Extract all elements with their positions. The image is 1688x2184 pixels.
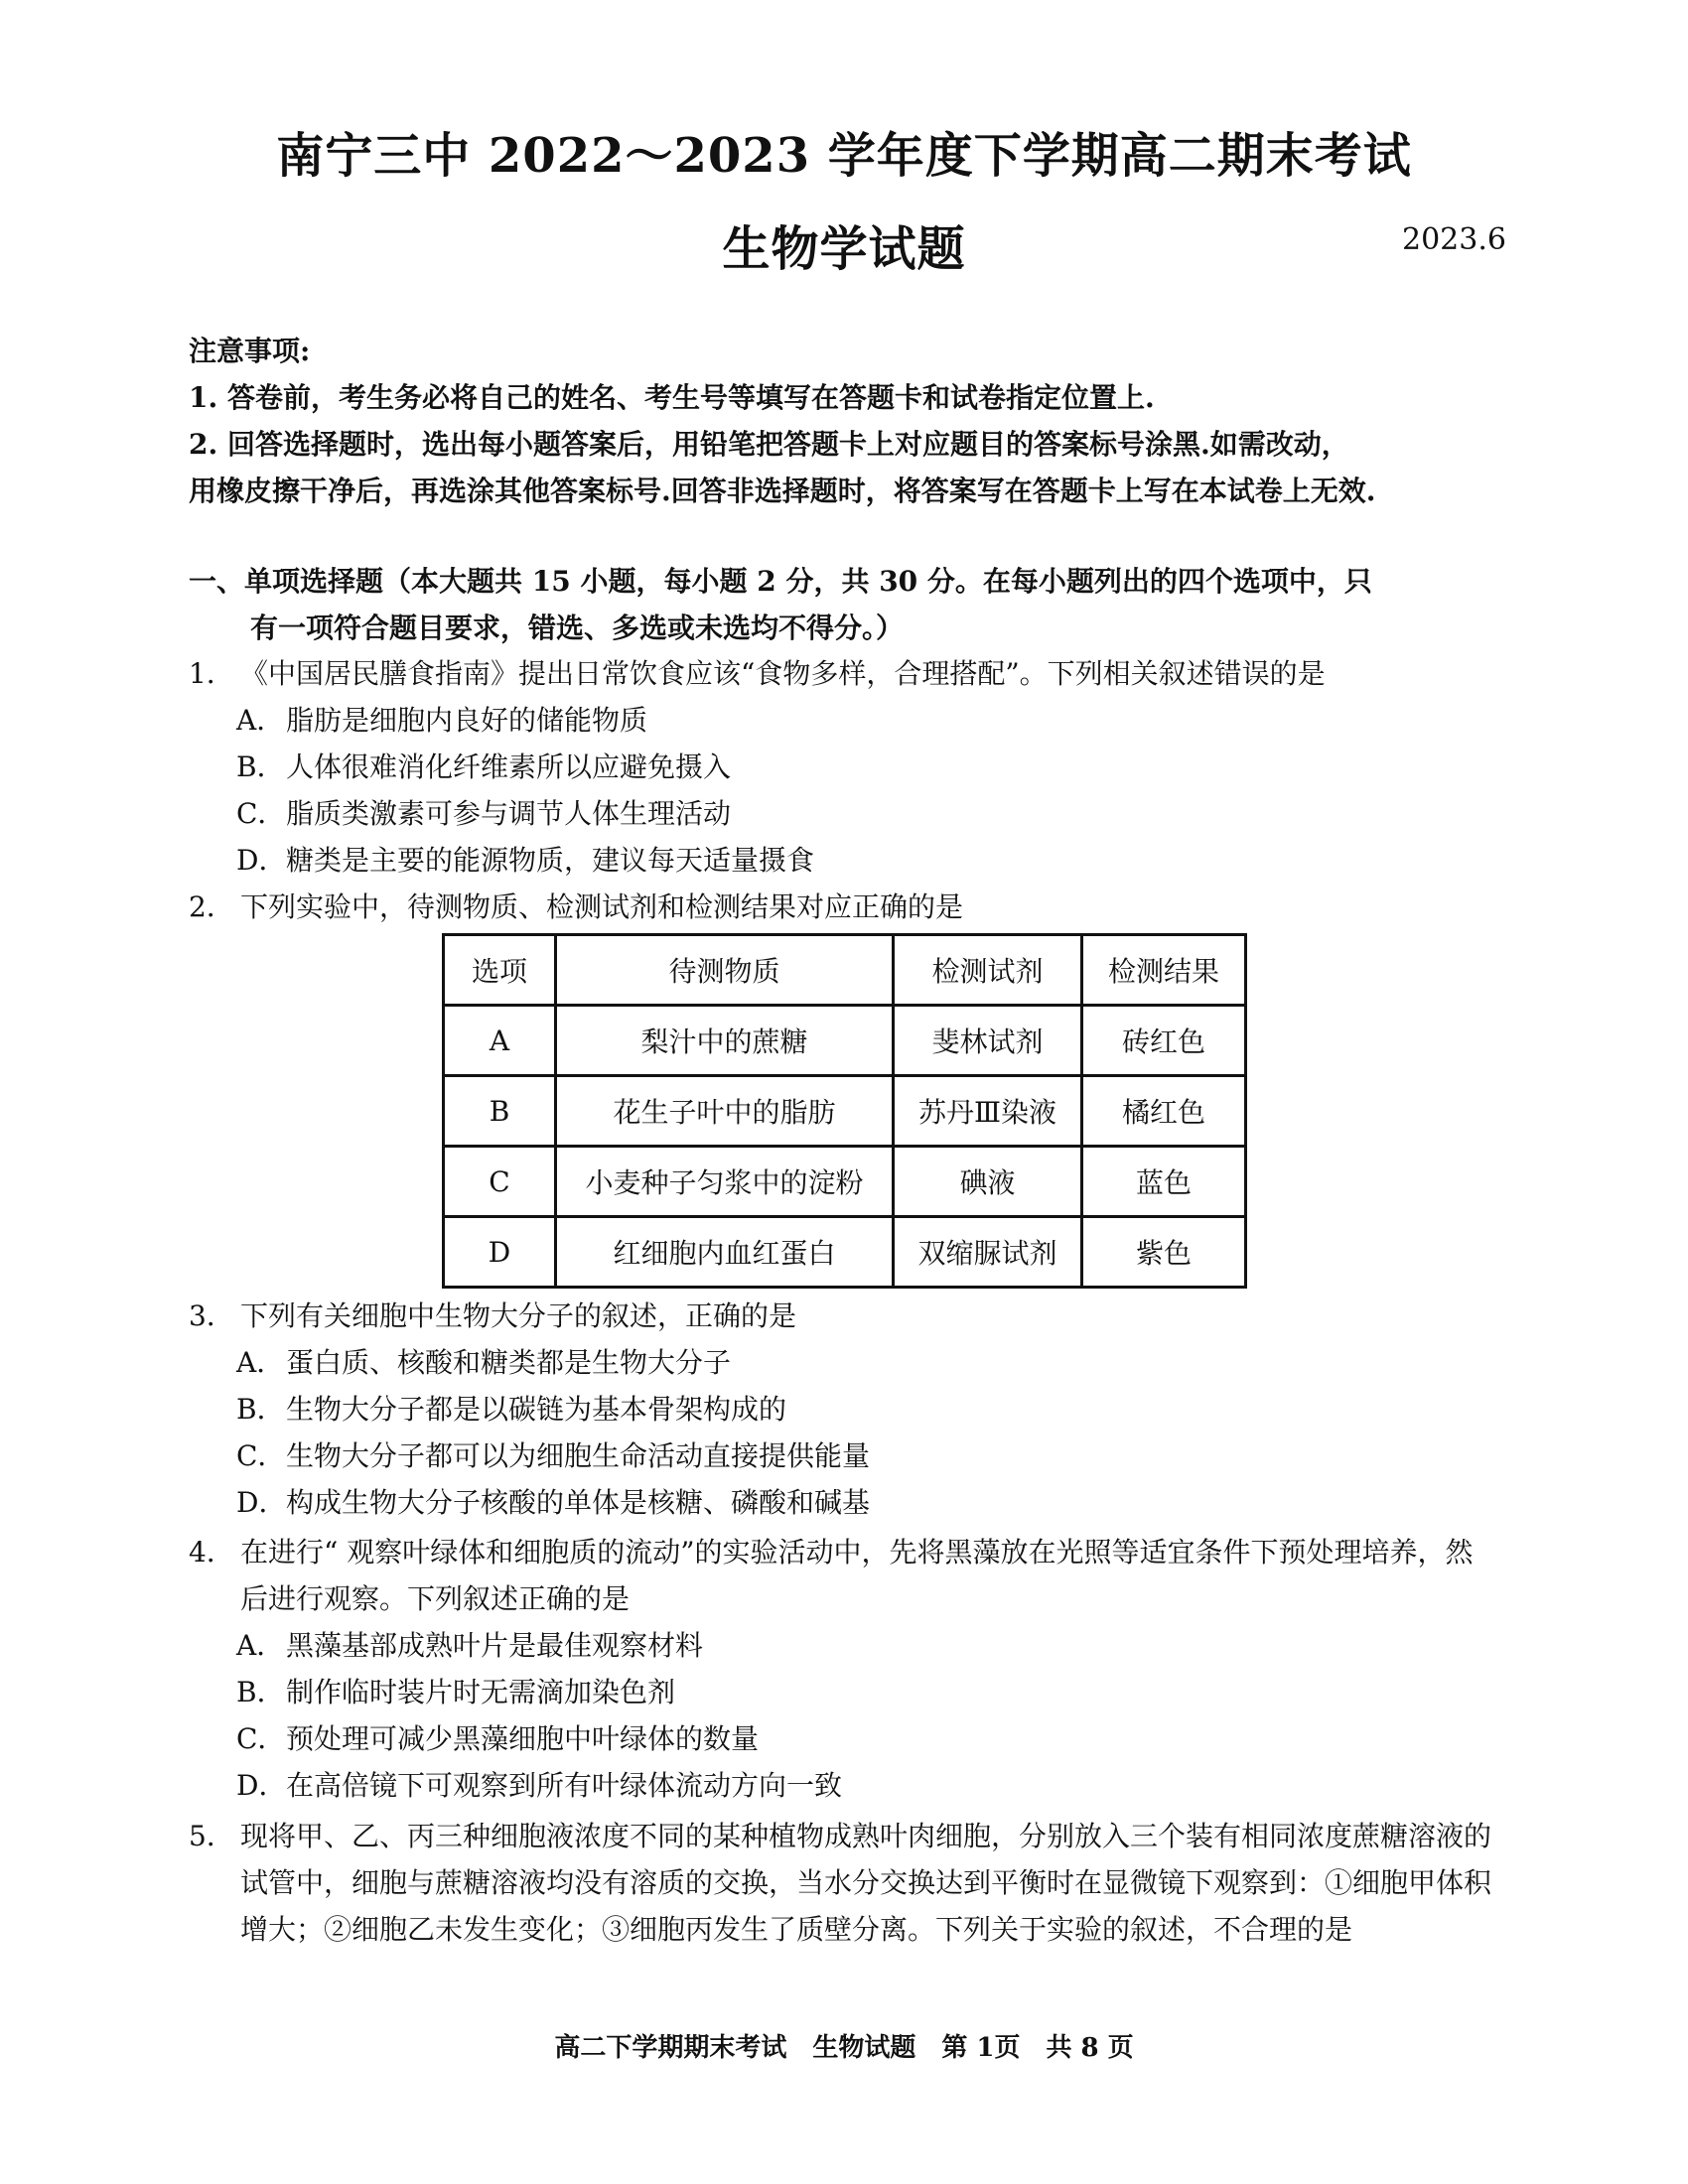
table-row <box>444 1076 1246 1147</box>
notes-item-3: 用橡皮擦干净后，再选涂其他答案标号.回答非选择题时，将答案写在答题卡上写在本试卷上无效. <box>189 475 1376 507</box>
table-cell: 砖红色 <box>1082 1006 1246 1076</box>
question-stem: 下列实验中，待测物质、检测试剂和检测结果对应正确的是 <box>240 890 964 923</box>
table-cell: 紫色 <box>1082 1217 1246 1288</box>
question-stem: 在进行“ 观察叶绿体和细胞质的流动”的实验活动中，先将黑藻放在光照等适宜条件下预处理培养，然后进行观察。下列叙述正确的是 <box>240 1536 1474 1615</box>
question-number: 5． <box>189 1820 234 1852</box>
table-row <box>444 1147 1246 1217</box>
question-4 <box>189 1529 1499 1809</box>
question-number: 2． <box>189 890 234 923</box>
table-cell: 蓝色 <box>1082 1147 1246 1217</box>
option-c: C．预处理可减少黑藻细胞中叶绿体的数量 <box>236 1722 760 1755</box>
table-row <box>444 1006 1246 1076</box>
question-number: 3． <box>189 1299 234 1332</box>
table-cell: 斐林试剂 <box>894 1006 1082 1076</box>
option-d: D．糖类是主要的能源物质，建议每天适量摄食 <box>236 844 815 877</box>
option-b: B．生物大分子都是以碳链为基本骨架构成的 <box>236 1393 787 1426</box>
table-cell: C <box>444 1147 556 1217</box>
option-a: A．蛋白质、核酸和糖类都是生物大分子 <box>236 1346 732 1379</box>
table-row <box>444 1217 1246 1288</box>
question-stem: 《中国居民膳食指南》提出日常饮食应该“食物多样，合理搭配”。下列相关叙述错误的是 <box>240 657 1326 690</box>
question-number: 4． <box>189 1536 234 1569</box>
table-cell: 花生子叶中的脂肪 <box>556 1076 894 1147</box>
table-cell: 苏丹Ⅲ染液 <box>894 1076 1082 1147</box>
table-header-row <box>444 935 1246 1006</box>
question-number: 1． <box>189 657 234 690</box>
table-header-cell: 检测试剂 <box>894 935 1082 1006</box>
table-cell: D <box>444 1217 556 1288</box>
exam-title: 南宁三中 2022～2023 学年度下学期高二期末考试 <box>276 128 1412 184</box>
question-stem: 下列有关细胞中生物大分子的叙述，正确的是 <box>240 1299 797 1332</box>
exam-subtitle: 生物学试题 <box>722 221 966 277</box>
table-cell: 梨汁中的蔗糖 <box>556 1006 894 1076</box>
section-heading <box>189 558 1499 651</box>
question-5 <box>189 1813 1499 1953</box>
page-footer: 高二下学期期末考试 生物试题 第 1页 共 8 页 <box>554 2033 1134 2063</box>
question-stem: 现将甲、乙、丙三种细胞液浓度不同的某种植物成熟叶肉细胞，分别放入三个装有相同浓度蔗糖溶液的试管中，细胞与蔗糖溶液均没有溶质的交换，当水分交换达到平衡时在显微镜下观察到：①细胞甲体积增大；②细胞乙未发生变化；③细胞丙发生了质壁分离。下列关于实验的叙述，不合理的是 <box>240 1820 1492 1946</box>
option-b: B．人体很难消化纤维素所以应避免摄入 <box>236 751 732 783</box>
option-d: D．构成生物大分子核酸的单体是核糖、磷酸和碱基 <box>236 1486 871 1519</box>
option-d: D．在高倍镜下可观察到所有叶绿体流动方向一致 <box>236 1769 843 1802</box>
table-cell: 双缩脲试剂 <box>894 1217 1082 1288</box>
table-cell: 橘红色 <box>1082 1076 1246 1147</box>
section-heading-line1: 一、单项选择题（本大题共 15 小题，每小题 2 分，共 30 分。在每小题列出的四个选项中，只 <box>189 565 1372 598</box>
table-cell: B <box>444 1076 556 1147</box>
reagent-table <box>442 933 1247 1289</box>
section-heading-line2: 有一项符合题目要求，错选、多选或未选均不得分。） <box>250 612 905 644</box>
table-cell: 碘液 <box>894 1147 1082 1217</box>
table-cell: 红细胞内血红蛋白 <box>556 1217 894 1288</box>
notes-item-1: 1. 答卷前，考生务必将自己的姓名、考生号等填写在答题卡和试卷指定位置上. <box>189 381 1155 414</box>
option-b: B．制作临时装片时无需滴加染色剂 <box>236 1676 676 1708</box>
exam-date: 2023.6 <box>1402 222 1506 257</box>
option-a: A．黑藻基部成熟叶片是最佳观察材料 <box>236 1629 704 1662</box>
table-cell: A <box>444 1006 556 1076</box>
question-2 <box>189 884 1499 930</box>
table-header-cell: 待测物质 <box>556 935 894 1006</box>
option-c: C．生物大分子都可以为细胞生命活动直接提供能量 <box>236 1439 871 1472</box>
option-a: A．脂肪是细胞内良好的储能物质 <box>236 704 648 737</box>
table-cell: 小麦种子匀浆中的淀粉 <box>556 1147 894 1217</box>
question-3 <box>189 1293 1499 1526</box>
notes-item-2: 2. 回答选择题时，选出每小题答案后，用铅笔把答题卡上对应题目的答案标号涂黑.如需改动， <box>189 428 1349 461</box>
notes-block <box>189 328 1499 514</box>
table-header-cell: 检测结果 <box>1082 935 1246 1006</box>
notes-heading: 注意事项: <box>189 335 311 367</box>
option-c: C．脂质类激素可参与调节人体生理活动 <box>236 797 732 830</box>
table-header-cell: 选项 <box>444 935 556 1006</box>
question-1 <box>189 650 1499 884</box>
